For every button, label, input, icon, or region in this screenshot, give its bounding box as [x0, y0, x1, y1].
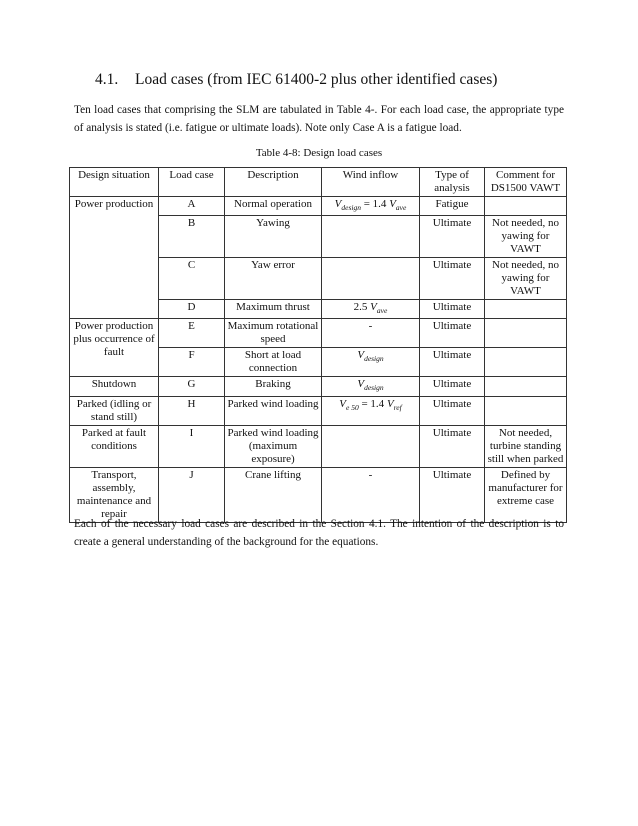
table-row: [70, 377, 567, 396]
analysis-cell: Ultimate: [420, 425, 485, 467]
load-case-cell: E: [159, 319, 225, 348]
wind-inflow-cell: [322, 216, 420, 258]
table-caption: Table 4-8: Design load cases: [255, 147, 383, 159]
wind-inflow-cell: [322, 258, 420, 300]
load-case-cell: I: [159, 425, 225, 467]
situation-parked: Parked (idling or stand still): [70, 396, 159, 425]
analysis-cell: Ultimate: [420, 216, 485, 258]
header-comment: Comment for DS1500 VAWT: [485, 168, 567, 197]
wind-inflow-cell: [322, 425, 420, 467]
intro-paragraph: Ten load cases that comprising the SLM are tabulated in Table 4-. For each load case, the appropriate type of analysis is stated (i.e. fatigue or ultimate loads). Note only Case A is a fatigue load.: [74, 104, 564, 134]
description-cell: Parked wind loading (maximum exposure): [225, 425, 322, 467]
load-case-cell: F: [159, 348, 225, 377]
analysis-cell: Ultimate: [420, 348, 485, 377]
wind-inflow-cell: [322, 377, 420, 396]
description-cell: Maximum rotational speed: [225, 319, 322, 348]
comment-cell: [485, 377, 567, 396]
header-load-case: Load case: [159, 168, 225, 197]
load-case-cell: A: [159, 197, 225, 216]
analysis-cell: Ultimate: [420, 319, 485, 348]
analysis-cell: Ultimate: [420, 377, 485, 396]
load-case-cell: B: [159, 216, 225, 258]
comment-cell: Defined by manufacturer for extreme case: [485, 467, 567, 522]
formula-v-design-g: $V_{design}$: [357, 378, 384, 393]
wind-inflow-cell: -: [322, 467, 420, 522]
situation-power-production-fault: Power production plus occurrence of fault: [70, 319, 159, 377]
table-row: [70, 467, 567, 522]
load-case-cell: J: [159, 467, 225, 522]
header-design-situation: Design situation: [70, 168, 159, 197]
description-cell: Braking: [225, 377, 322, 396]
description-cell: Short at load connection: [225, 348, 322, 377]
description-cell: Yaw error: [225, 258, 322, 300]
description-cell: Normal operation: [225, 197, 322, 216]
design-load-cases-table: [69, 167, 567, 523]
comment-cell: [485, 396, 567, 425]
load-case-cell: C: [159, 258, 225, 300]
formula-2-5-v-ave: 2.5 $V_{ave}$: [353, 301, 388, 316]
situation-transport: Transport, assembly, maintenance and repair: [70, 467, 159, 522]
situation-parked-fault: Parked at fault conditions: [70, 425, 159, 467]
formula-v-design-a: $V_{design} = 1.4$ $V_{ave}$: [334, 198, 407, 213]
comment-cell: Not needed, no yawing for VAWT: [485, 258, 567, 300]
load-case-cell: D: [159, 300, 225, 319]
analysis-cell: Ultimate: [420, 258, 485, 300]
outro-paragraph: Each of the necessary load cases are described in the Section 4.1. The intention of the description is to create a general understanding of the background for the equations.: [74, 518, 564, 548]
table-header-row: [70, 168, 567, 197]
section-heading: [95, 71, 497, 89]
comment-cell: [485, 348, 567, 377]
load-case-cell: H: [159, 396, 225, 425]
wind-inflow-cell: -: [322, 319, 420, 348]
header-description: Description: [225, 168, 322, 197]
formula-v-e50: $V_{e 50} = 1.4$ $V_{ref}$: [339, 397, 402, 412]
description-cell: Yawing: [225, 216, 322, 258]
wind-inflow-cell: [322, 396, 420, 425]
comment-cell: Not needed, turbine standing still when parked: [485, 425, 567, 467]
situation-shutdown: Shutdown: [70, 377, 159, 396]
formula-v-design-f: $V_{design}$: [357, 349, 384, 364]
table-row: [70, 319, 567, 348]
header-wind-inflow: Wind inflow: [322, 168, 420, 197]
table-row: [70, 396, 567, 425]
comment-cell: [485, 197, 567, 216]
analysis-cell: Ultimate: [420, 396, 485, 425]
situation-power-production: Power production: [70, 197, 159, 319]
table-row: [70, 197, 567, 216]
analysis-cell: Fatigue: [420, 197, 485, 216]
analysis-cell: Ultimate: [420, 300, 485, 319]
table-row: [70, 425, 567, 467]
section-title: Load cases (from IEC 61400-2 plus other identified cases): [135, 71, 498, 88]
load-case-cell: G: [159, 377, 225, 396]
description-cell: Parked wind loading: [225, 396, 322, 425]
description-cell: Crane lifting: [225, 467, 322, 522]
analysis-cell: Ultimate: [420, 467, 485, 522]
comment-cell: Not needed, no yawing for VAWT: [485, 216, 567, 258]
comment-cell: [485, 319, 567, 348]
wind-inflow-cell: [322, 348, 420, 377]
wind-inflow-cell: [322, 197, 420, 216]
header-type-of-analysis: Type of analysis: [420, 168, 485, 197]
wind-inflow-cell: [322, 300, 420, 319]
section-number: 4.1.: [95, 71, 119, 88]
description-cell: Maximum thrust: [225, 300, 322, 319]
comment-cell: [485, 300, 567, 319]
